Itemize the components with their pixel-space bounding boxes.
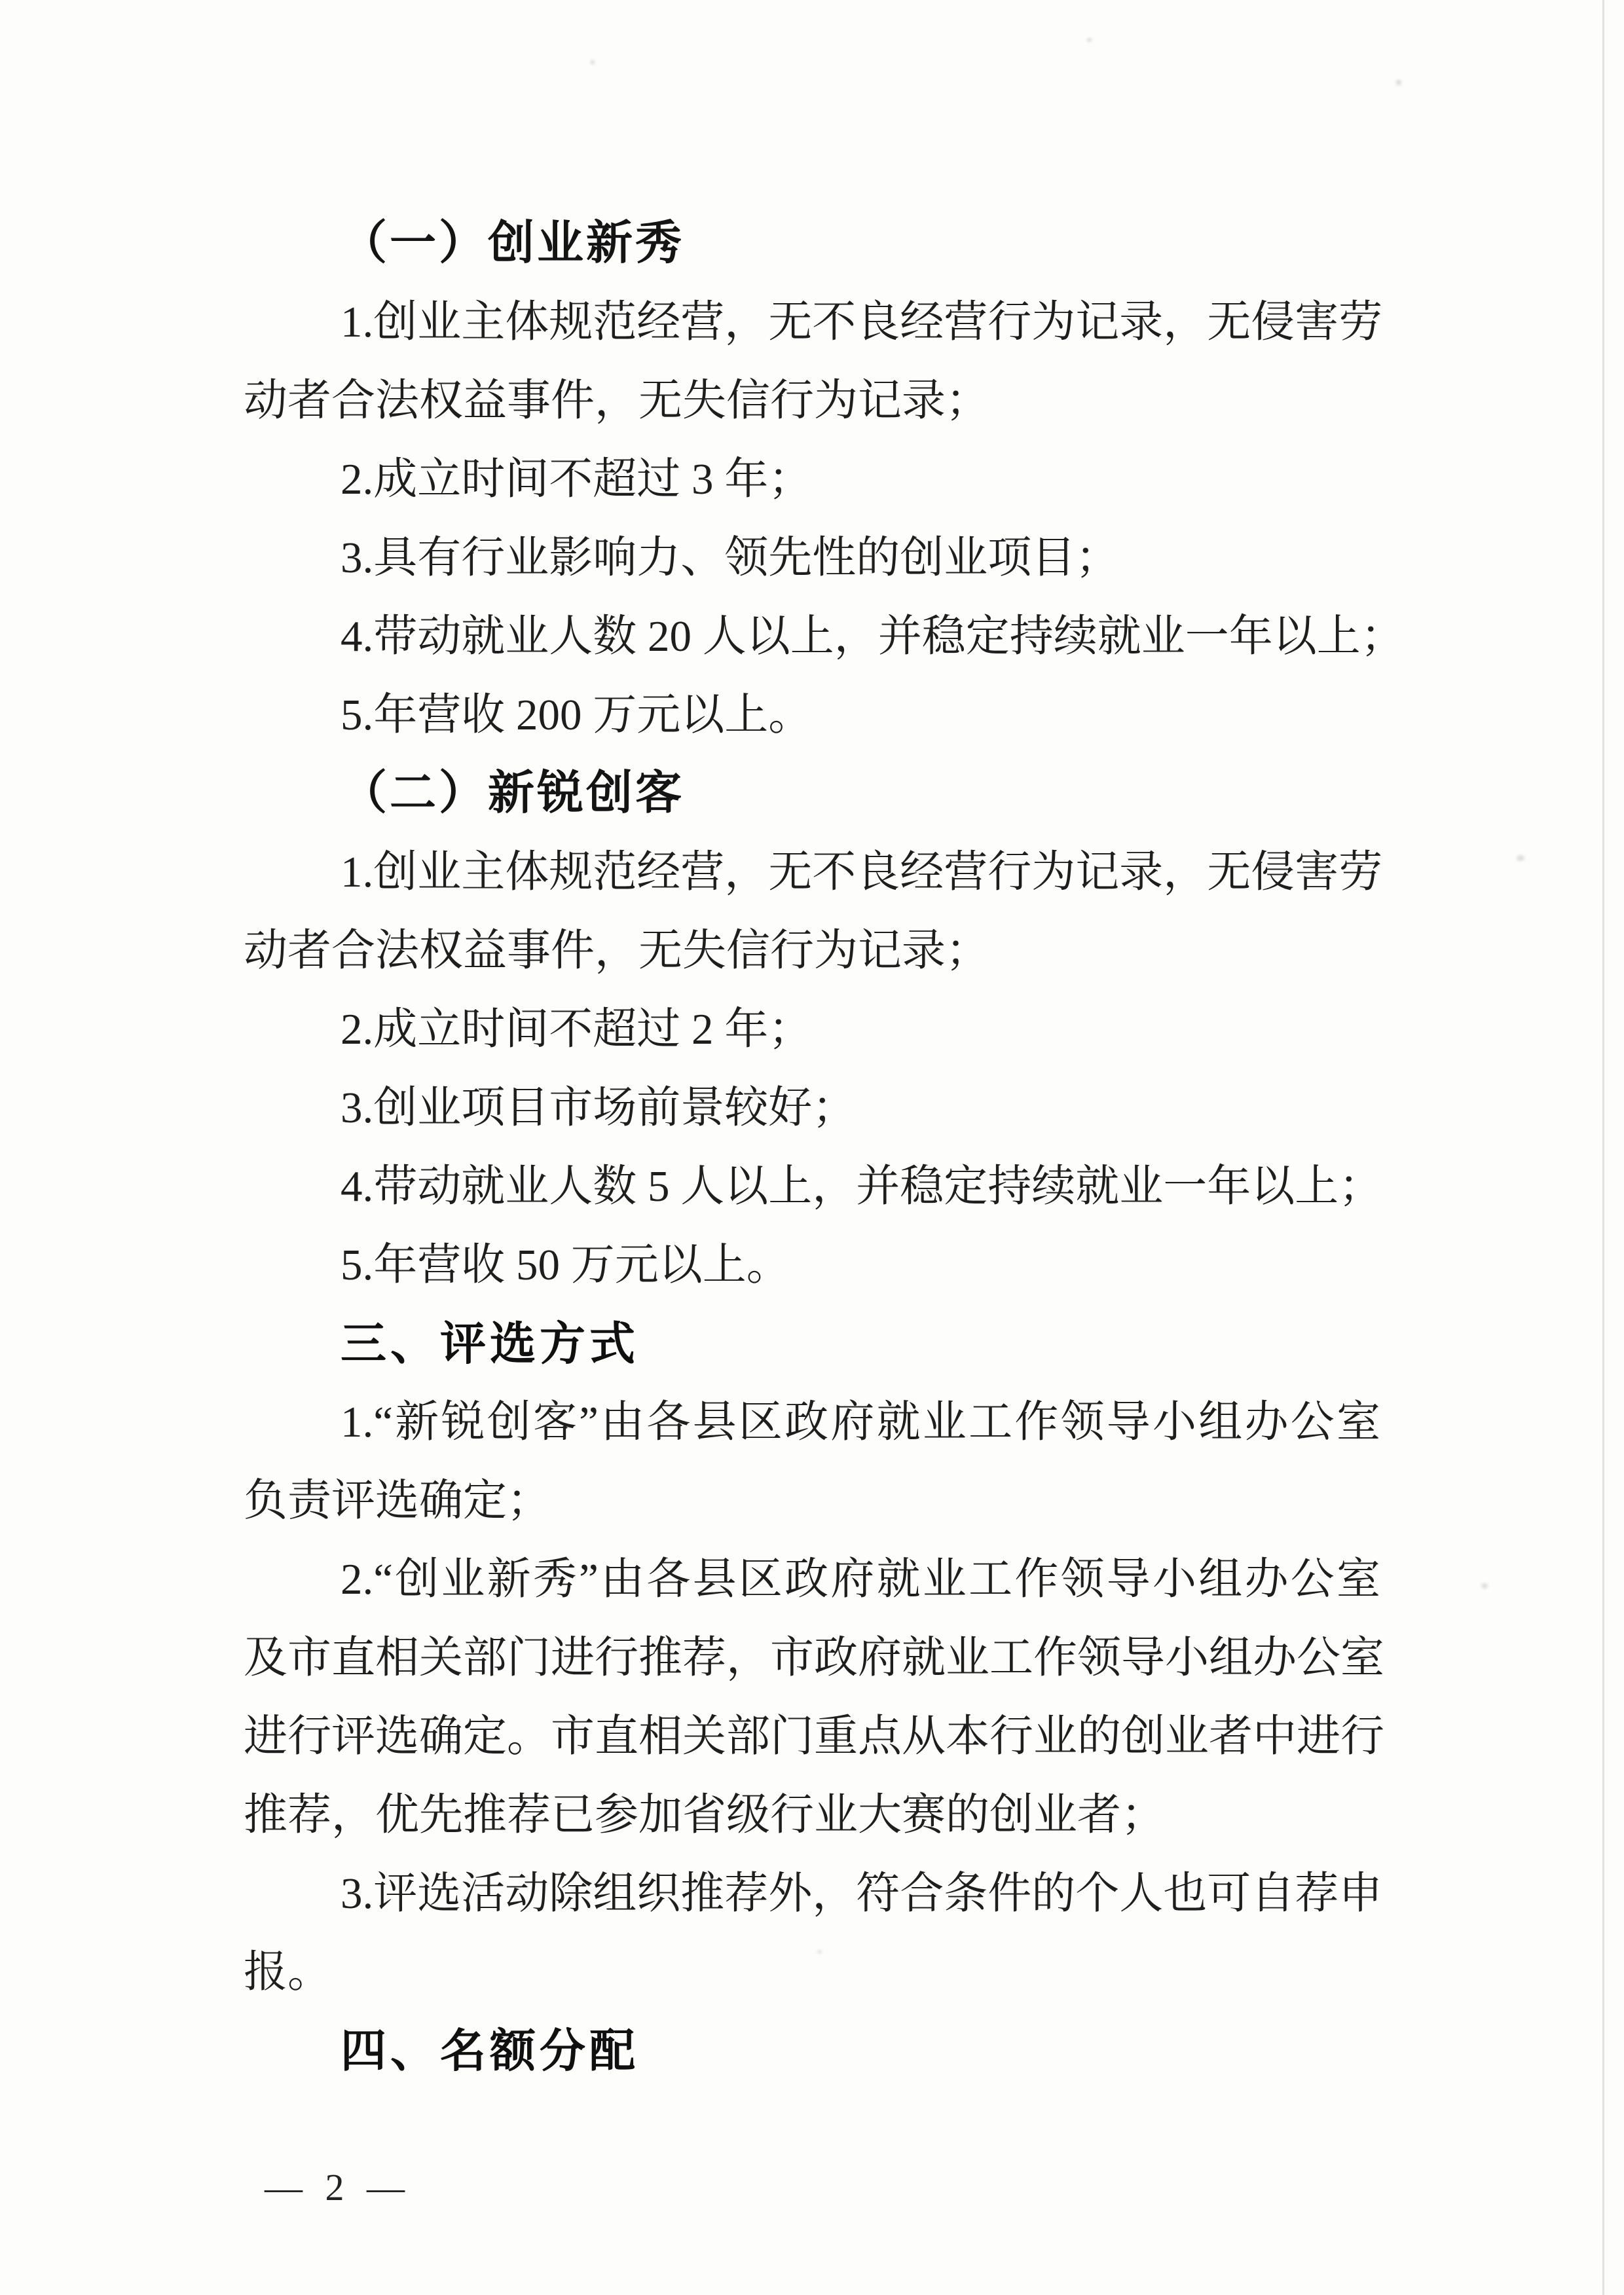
text-line: 及市直相关部门进行推荐，市政府就业工作领导小组办公室: [244, 1634, 1384, 1682]
text-line: 推荐，优先推荐已参加省级行业大赛的创业者；: [244, 1791, 1165, 1839]
text-line: 进行评选确定。市直相关部门重点从本行业的创业者中进行: [244, 1712, 1384, 1761]
text-line: 动者合法权益事件，无失信行为记录；: [244, 376, 989, 425]
text-line: 动者合法权益事件，无失信行为记录；: [244, 927, 989, 975]
section-heading: 四、名额分配: [341, 2025, 639, 2076]
text-line: 2.“创业新秀”由各县区政府就业工作领导小组办公室: [341, 1555, 1380, 1604]
text-line: 负责评选确定；: [244, 1477, 551, 1525]
scan-speckle: [1087, 38, 1092, 42]
text-line: 5.年营收 50 万元以上。: [341, 1241, 790, 1289]
text-line: 2.成立时间不超过 2 年；: [341, 1005, 813, 1054]
text-line: 报。: [244, 1948, 331, 1996]
text-line: 5.年营收 200 万元以上。: [341, 691, 813, 739]
page-number: — 2 —: [265, 2166, 411, 2209]
scan-speckle: [1396, 80, 1401, 85]
text-line: 1.“新锐创客”由各县区政府就业工作领导小组办公室: [341, 1398, 1380, 1446]
text-line: 1.创业主体规范经营，无不良经营行为记录，无侵害劳: [341, 848, 1383, 896]
text-line: 3.创业项目市场前景较好；: [341, 1084, 857, 1132]
text-line: 4.带动就业人数 5 人以上，并稳定持续就业一年以上；: [341, 1162, 1383, 1211]
text-line: 4.带动就业人数 20 人以上，并稳定持续就业一年以上；: [341, 612, 1405, 661]
text-line: 3.评选活动除组织推荐外，符合条件的个人也可自荐申: [341, 1869, 1383, 1918]
text-line: 3.具有行业影响力、领先性的创业项目；: [341, 534, 1120, 582]
text-line: 2.成立时间不超过 3 年；: [341, 455, 813, 504]
text-line: 1.创业主体规范经营，无不良经营行为记录，无侵害劳: [341, 298, 1383, 346]
scan-speckle: [1481, 1583, 1488, 1588]
scan-speckle: [817, 1950, 822, 1954]
scan-speckle: [1517, 855, 1524, 861]
section-heading: （二）新锐创客: [341, 768, 685, 819]
section-heading: （一）创业新秀: [341, 218, 685, 269]
section-heading: 三、评选方式: [341, 1318, 639, 1369]
scan-speckle: [591, 60, 595, 64]
scan-edge-line: [1602, 0, 1604, 2295]
